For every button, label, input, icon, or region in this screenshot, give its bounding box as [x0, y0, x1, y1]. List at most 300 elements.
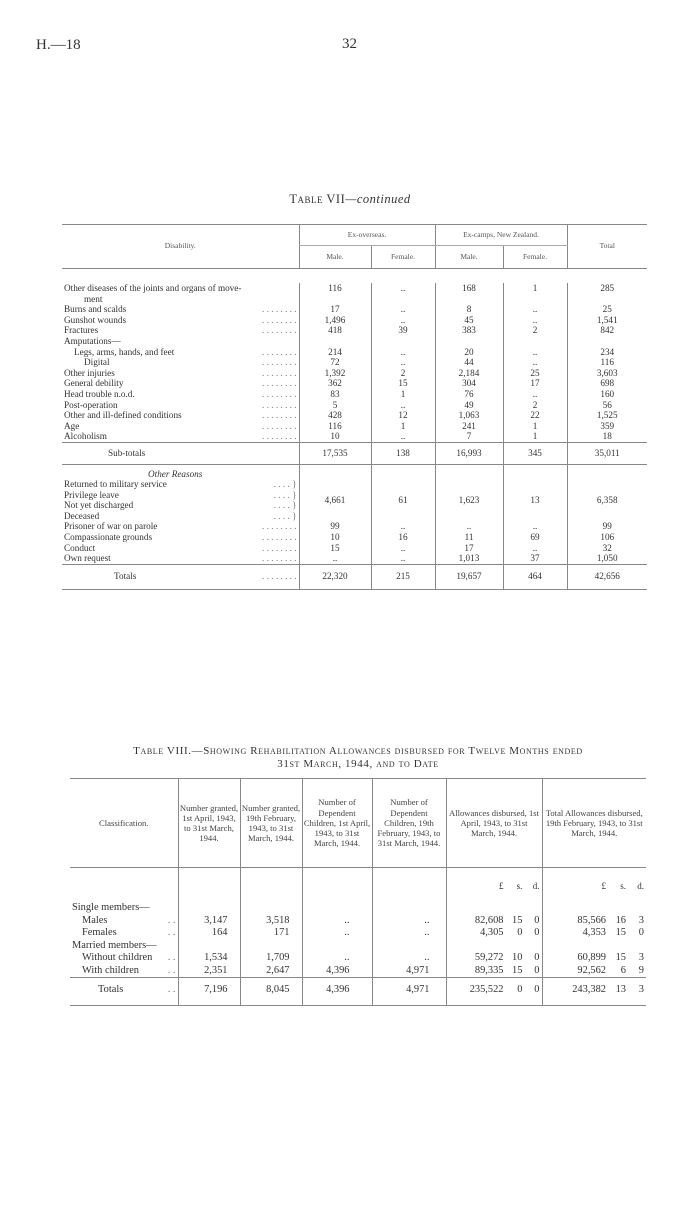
- cell-cm: 383: [435, 325, 503, 336]
- cell-cm: 8: [435, 304, 503, 315]
- page-number: 32: [342, 36, 357, 52]
- leader-dots: . . . . . . . .: [262, 325, 297, 336]
- allowances-cell: [446, 952, 542, 965]
- row-label: Compassionate grounds: [64, 532, 153, 543]
- cell-t: 116: [567, 357, 647, 368]
- disability-label-text: [64, 336, 297, 347]
- total-allowances-cell: [542, 940, 646, 953]
- cell-of: ..: [371, 315, 435, 326]
- header-ex-camps: Ex-camps, New Zealand.: [435, 225, 567, 246]
- table-row: [62, 368, 647, 379]
- disability-label: [62, 347, 299, 358]
- header-total-allowances: Total Allowances disbursed, 19th February, 1943, to 31st March, 1944.: [542, 779, 646, 868]
- empty-cell: [435, 464, 503, 479]
- leader-dots: . .: [167, 927, 176, 938]
- cell-t: 1,525: [567, 410, 647, 421]
- table-row: [62, 532, 647, 543]
- header-disability: Disability.: [164, 241, 196, 251]
- disability-label: [62, 389, 299, 400]
- pounds: 243,382: [572, 984, 606, 995]
- leader-dots: . . . . . . . .: [262, 532, 297, 543]
- cell-cf: ..: [503, 347, 567, 358]
- other-label: [62, 521, 299, 532]
- other-label: [62, 532, 299, 543]
- grouped-om: 4,661: [299, 479, 371, 521]
- table-row: [62, 378, 647, 389]
- cell-cm: 304: [435, 378, 503, 389]
- allowances-cell: [446, 940, 542, 953]
- disability-label: [62, 336, 299, 347]
- leader-dots: . . . . . . . .: [262, 346, 297, 357]
- cell-of: ..: [371, 400, 435, 411]
- cell-om: 1,496: [299, 315, 371, 326]
- cell-om: 10: [299, 431, 371, 442]
- cell-c2: 3,518: [240, 915, 302, 928]
- total-t: 42,656: [567, 564, 647, 590]
- classification-label: [70, 965, 178, 978]
- header-classification: Classification.: [99, 817, 149, 828]
- cell-cm: ..: [435, 521, 503, 532]
- disability-label-text: [64, 410, 297, 421]
- table-row: [70, 915, 646, 928]
- cell-c1: [178, 940, 240, 953]
- cell-cf: 22: [503, 410, 567, 421]
- classification-label: [70, 927, 178, 940]
- cell-om: [299, 336, 371, 347]
- cell-cf: 37: [503, 553, 567, 564]
- money-value: [449, 984, 540, 997]
- pounds: 89,335: [474, 964, 504, 976]
- row-label: Returned to military service: [64, 479, 167, 490]
- header-overseas-male: Male.: [299, 246, 371, 269]
- grouped-of: 61: [371, 479, 435, 521]
- cell-cm: 49: [435, 400, 503, 411]
- shillings: 16: [615, 914, 626, 926]
- pence: 0: [534, 914, 540, 926]
- classification-label: [70, 915, 178, 928]
- shillings: 15: [512, 914, 523, 926]
- shilling-sign: s.: [516, 881, 523, 891]
- cell-cf: 69: [503, 532, 567, 543]
- leader-dots: . . . . . . . .: [262, 314, 297, 325]
- cell-cm: 7: [435, 431, 503, 442]
- header-total: Total: [567, 225, 647, 269]
- total-cf: 464: [503, 564, 567, 590]
- money-value: [545, 927, 645, 940]
- header-number-granted-1943: Number granted, 1st April, 1943, to 31st March, 1944.: [178, 779, 240, 868]
- shillings: 6: [620, 964, 626, 976]
- table-row: [62, 521, 647, 532]
- cell-c4: [372, 940, 446, 953]
- empty-cell: [371, 464, 435, 479]
- shillings: 15: [615, 927, 626, 938]
- header-number-granted-19th-feb: Number granted, 19th February, 1943, to 31st March, 1944.: [240, 779, 302, 868]
- other-reasons-heading: Other Reasons: [148, 468, 203, 479]
- cell-om: 99: [299, 521, 371, 532]
- row-label: Fractures: [64, 325, 99, 336]
- disability-label-text: [64, 378, 297, 389]
- row-label: Alcoholism: [64, 431, 107, 442]
- table-7-title-suffix: —continued: [345, 192, 411, 206]
- table-7-title-prefix: Table VII: [289, 192, 346, 206]
- disability-label: [62, 304, 299, 315]
- leader-dots: . . . . . . . .: [262, 553, 297, 564]
- table-row: [70, 940, 646, 953]
- cell-om: [299, 294, 371, 305]
- cell-of: [371, 294, 435, 305]
- grouped-t: 6,358: [567, 479, 647, 521]
- pence-sign: d.: [637, 881, 644, 891]
- cell-t: [567, 294, 647, 305]
- pound-sign: £: [498, 881, 504, 891]
- row-label: Without children: [82, 952, 153, 963]
- units: [545, 880, 645, 893]
- table-row: [62, 294, 647, 305]
- row-label: General debility: [64, 378, 124, 389]
- row-label: Females: [82, 927, 117, 938]
- cell-t: 160: [567, 389, 647, 400]
- totals-text: Totals: [114, 570, 137, 581]
- other-label-text: [64, 553, 297, 564]
- header-dependent-children-19th-feb: Number of Dependent Children, 19th February, 1943, to 31st March, 1944.: [372, 779, 446, 868]
- cell-t: 698: [567, 378, 647, 389]
- cell-c3: ..: [302, 952, 372, 965]
- pounds: 92,562: [577, 964, 606, 976]
- cell-c3: [302, 902, 372, 915]
- cell-of: [371, 336, 435, 347]
- money-value: [545, 915, 645, 928]
- disability-label: [62, 294, 299, 305]
- cell-t: 1,050: [567, 553, 647, 564]
- total-allowances-cell: [542, 902, 646, 915]
- subtotal-t: 35,011: [567, 442, 647, 464]
- empty-cell: [372, 868, 446, 903]
- cell-om: 72: [299, 357, 371, 368]
- classification-text: [72, 927, 176, 940]
- document-reference: H.—18: [36, 37, 81, 53]
- total-c1: 7,196: [178, 978, 240, 1006]
- row-label: Not yet discharged: [64, 500, 134, 511]
- row-label: Privilege leave: [64, 489, 119, 500]
- empty-cell: [503, 464, 567, 479]
- table-row: [62, 421, 647, 432]
- classification-text: [72, 940, 176, 953]
- disability-label-text: [64, 368, 297, 379]
- table-row: [62, 410, 647, 421]
- leader-dots: . . . . . . . .: [262, 420, 297, 431]
- table-8: [70, 778, 646, 1006]
- shillings: 0: [517, 984, 523, 995]
- subtotal-om: 17,535: [299, 442, 371, 464]
- cell-cm: 20: [435, 347, 503, 358]
- cell-cm: [435, 336, 503, 347]
- subtotals-row: [62, 442, 647, 464]
- row-label: With children: [82, 964, 140, 976]
- pence: 9: [638, 964, 644, 976]
- money-value: [449, 915, 540, 928]
- cell-of: ..: [371, 431, 435, 442]
- table-row: [62, 357, 647, 368]
- leader-dots: . . . . . . . .: [262, 388, 297, 399]
- cell-t: 842: [567, 325, 647, 336]
- table-row: [70, 902, 646, 915]
- cell-cf: [503, 336, 567, 347]
- total-c3: 4,396: [302, 978, 372, 1006]
- cell-cf: 2: [503, 400, 567, 411]
- total-om: 22,320: [299, 564, 371, 590]
- table-row: [62, 336, 647, 347]
- leader-dots: . . . . . . . .: [262, 399, 297, 410]
- leader-dots: . . . . . . . .: [262, 431, 297, 442]
- grouped-label-text: [64, 479, 297, 490]
- money-value: [545, 984, 645, 997]
- subtotals-label: [62, 442, 299, 464]
- table-row: [62, 389, 647, 400]
- row-label: Conduct: [64, 542, 96, 553]
- cell-c3: [302, 940, 372, 953]
- table-7-title: [0, 192, 700, 207]
- cell-t: 99: [567, 521, 647, 532]
- leader-dots: . . . . . . . .: [262, 521, 297, 532]
- cell-of: ..: [371, 553, 435, 564]
- leader-dots: . . . . . . . .: [262, 304, 297, 315]
- cell-of: 12: [371, 410, 435, 421]
- table-row: [62, 315, 647, 326]
- money-value: [545, 952, 645, 965]
- cell-cm: 17: [435, 543, 503, 554]
- disability-label-text: [64, 431, 297, 442]
- table-7-body: [62, 269, 647, 590]
- other-label-text: [64, 521, 297, 532]
- row-label: Other diseases of the joints and organs of move-: [64, 283, 242, 293]
- cell-c2: 2,647: [240, 965, 302, 978]
- cell-of: 16: [371, 532, 435, 543]
- row-label: Males: [82, 914, 108, 926]
- leader-dots: . .: [167, 984, 176, 995]
- units: [449, 880, 540, 893]
- grouped-cf: 13: [503, 479, 567, 521]
- cell-t: 1,541: [567, 315, 647, 326]
- leader-dots: . . . . . . . .: [262, 367, 297, 378]
- cell-cm: 76: [435, 389, 503, 400]
- classification-label: [70, 952, 178, 965]
- cell-c1: 3,147: [178, 915, 240, 928]
- total-c5: [446, 978, 542, 1006]
- disability-label-text: [64, 283, 297, 294]
- row-label: Other injuries: [64, 367, 115, 378]
- cell-c4: ..: [372, 915, 446, 928]
- header-allowances-disbursed: Allowances disbursed, 1st April, 1943, to 31st March, 1944.: [446, 779, 542, 868]
- cell-c1: 164: [178, 927, 240, 940]
- classification-text: [72, 965, 176, 978]
- cell-t: 56: [567, 400, 647, 411]
- table-row: [62, 347, 647, 358]
- grouped-label: [62, 511, 299, 522]
- disability-label-text: [64, 294, 297, 305]
- cell-t: 234: [567, 347, 647, 358]
- leader-dots: . . . . . . . .: [262, 542, 297, 553]
- header-overseas-female: Female.: [371, 246, 435, 269]
- table-row: [62, 283, 647, 294]
- table-7: [62, 224, 647, 590]
- header-camps-male: Male.: [435, 246, 503, 269]
- cell-cm: 2,184: [435, 368, 503, 379]
- disability-label: [62, 400, 299, 411]
- disability-label-text: [64, 347, 297, 358]
- other-label: [62, 543, 299, 554]
- leader-dots: . . . . }: [273, 489, 297, 500]
- disability-label-text: [64, 304, 297, 315]
- empty-cell: [567, 464, 647, 479]
- pence: 3: [638, 952, 644, 963]
- cell-c4: ..: [372, 927, 446, 940]
- spacer: [62, 269, 647, 284]
- pence: 3: [638, 984, 644, 995]
- cell-om: 5: [299, 400, 371, 411]
- empty-cell: [302, 868, 372, 903]
- pounds: 235,522: [469, 984, 504, 995]
- cell-of: 1: [371, 389, 435, 400]
- header-dependent-children-1943: Number of Dependent Children, 1st April, 1943, to 31st March, 1944.: [302, 779, 372, 868]
- cell-cf: 1: [503, 431, 567, 442]
- cell-t: [567, 336, 647, 347]
- pence-sign: d.: [532, 881, 540, 891]
- totals-label: [70, 978, 178, 1006]
- cell-om: 15: [299, 543, 371, 554]
- grouped-label-text: [64, 500, 297, 511]
- cell-of: ..: [371, 304, 435, 315]
- cell-om: 17: [299, 304, 371, 315]
- cell-t: 32: [567, 543, 647, 554]
- leader-dots: . . . . . . . .: [262, 357, 297, 368]
- money-value: [449, 952, 540, 965]
- cell-cf: [503, 294, 567, 305]
- disability-label: [62, 357, 299, 368]
- table-8-body: [70, 868, 646, 1006]
- table-row: [62, 304, 647, 315]
- cell-t: 18: [567, 431, 647, 442]
- other-label-text: [64, 532, 297, 543]
- allowances-cell: [446, 927, 542, 940]
- cell-c4: 4,971: [372, 965, 446, 978]
- cell-of: ..: [371, 283, 435, 294]
- leader-dots: . .: [167, 964, 176, 976]
- cell-om: 116: [299, 421, 371, 432]
- total-c6: [542, 978, 646, 1006]
- totals-label: [62, 564, 299, 590]
- pence: 0: [534, 952, 540, 963]
- shilling-sign: s.: [620, 881, 626, 891]
- cell-cf: ..: [503, 315, 567, 326]
- leader-dots: . . . . . . . .: [262, 570, 297, 581]
- total-c2: 8,045: [240, 978, 302, 1006]
- leader-dots: . .: [167, 914, 176, 926]
- totals-label-text: [64, 565, 297, 590]
- table-row: [62, 325, 647, 336]
- cell-cf: 17: [503, 378, 567, 389]
- leader-dots: . . . . . . . .: [262, 410, 297, 421]
- disability-label: [62, 283, 299, 294]
- pound-sign: £: [601, 881, 606, 891]
- cell-c2: [240, 902, 302, 915]
- cell-c3: 4,396: [302, 965, 372, 978]
- cell-c4: [372, 902, 446, 915]
- subtotal-cf: 345: [503, 442, 567, 464]
- leader-dots: . .: [167, 952, 176, 963]
- cell-cm: 241: [435, 421, 503, 432]
- cell-c3: ..: [302, 927, 372, 940]
- classification-text: [72, 915, 176, 928]
- cell-om: 10: [299, 532, 371, 543]
- spacer-row: [62, 269, 647, 284]
- disability-label-text: [64, 400, 297, 411]
- table-8-title-line-2: 31st March, 1944, and to Date: [277, 758, 439, 770]
- units-cell: [542, 868, 646, 903]
- leader-dots: . . . . }: [273, 510, 297, 521]
- grouped-label: [62, 479, 299, 490]
- table-row: [62, 431, 647, 442]
- cell-cf: 25: [503, 368, 567, 379]
- cell-cm: 168: [435, 283, 503, 294]
- row-label: Digital: [84, 357, 110, 368]
- disability-label: [62, 421, 299, 432]
- allowances-cell: [446, 915, 542, 928]
- cell-of: 2: [371, 368, 435, 379]
- disability-label-text: [64, 389, 297, 400]
- allowances-cell: [446, 965, 542, 978]
- row-label: Own request: [64, 553, 111, 564]
- classification-label: [70, 940, 178, 953]
- disability-label-text: [64, 421, 297, 432]
- shillings: 15: [615, 952, 626, 963]
- cell-c4: ..: [372, 952, 446, 965]
- cell-cm: 45: [435, 315, 503, 326]
- cell-t: 25: [567, 304, 647, 315]
- shillings: 13: [615, 984, 626, 995]
- total-allowances-cell: [542, 965, 646, 978]
- pounds: 4,305: [480, 927, 504, 938]
- cell-cf: ..: [503, 357, 567, 368]
- pence: 3: [638, 914, 644, 926]
- cell-c1: 1,534: [178, 952, 240, 965]
- cell-cf: 2: [503, 325, 567, 336]
- cell-om: 362: [299, 378, 371, 389]
- row-label: Burns and scalds: [64, 304, 127, 315]
- leader-dots: . . . . }: [273, 479, 297, 490]
- totals-label-text: [98, 984, 176, 997]
- row-label: Gunshot wounds: [64, 314, 127, 325]
- row-label: Amputations—: [64, 335, 121, 346]
- grouped-label-text: [64, 511, 297, 522]
- total-allowances-cell: [542, 915, 646, 928]
- cell-cf: ..: [503, 389, 567, 400]
- cell-cf: 1: [503, 283, 567, 294]
- cell-cf: ..: [503, 543, 567, 554]
- units-cell: [446, 868, 542, 903]
- cell-of: 39: [371, 325, 435, 336]
- cell-c3: ..: [302, 915, 372, 928]
- totals-text: Totals: [98, 984, 124, 995]
- cell-c2: [240, 940, 302, 953]
- pounds: 82,608: [474, 914, 504, 926]
- shillings: 0: [517, 927, 523, 938]
- total-allowances-cell: [542, 952, 646, 965]
- shillings: 15: [512, 964, 523, 976]
- subtotal-of: 138: [371, 442, 435, 464]
- pence: 0: [638, 927, 644, 938]
- shillings: 10: [512, 952, 523, 963]
- pounds: 4,353: [582, 927, 606, 938]
